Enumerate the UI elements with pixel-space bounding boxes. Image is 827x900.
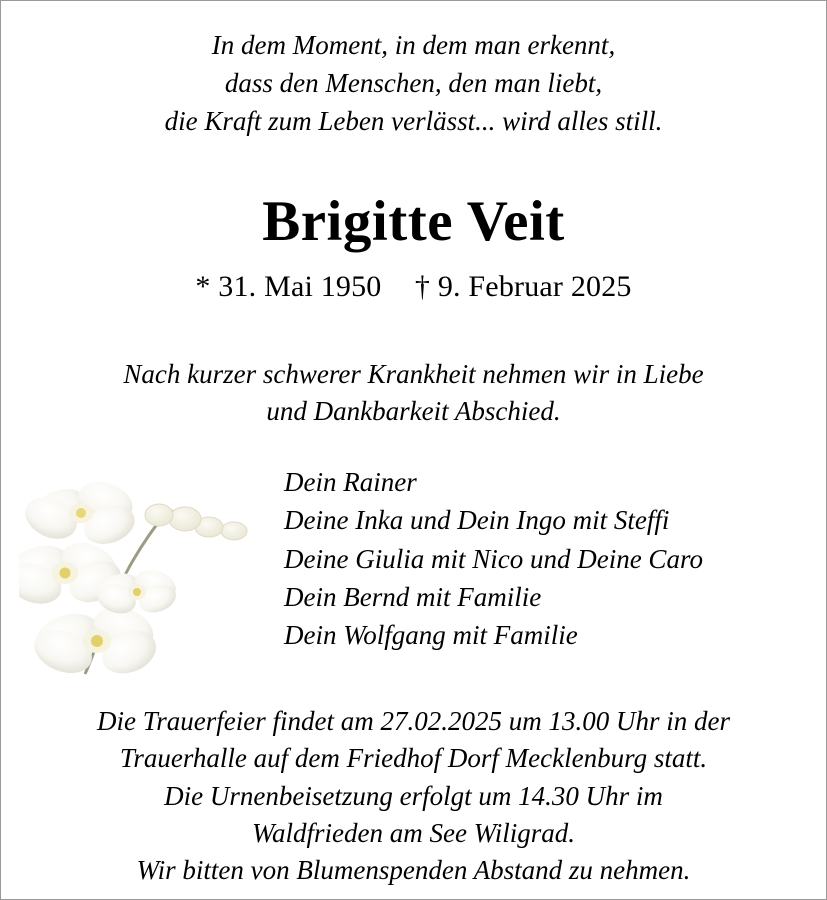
poem-line-2: dass den Menschen, den man liebt,	[224, 67, 603, 98]
list-item: Dein Rainer	[284, 467, 417, 498]
service-details	[1, 703, 826, 889]
list-item: Deine Giulia mit Nico und Deine Caro	[284, 543, 703, 574]
orchid-flower-icon	[19, 469, 259, 694]
intro-line-1: Nach kurzer schwerer Krankheit nehmen wir in Liebe	[123, 359, 704, 390]
deceased-name: Brigitte Veit	[262, 190, 565, 254]
list-item: Dein Bernd mit Familie	[284, 582, 542, 613]
middle-section	[1, 463, 826, 693]
intro-text	[1, 356, 826, 429]
poem-line-1: In dem Moment, in dem man erkennt,	[211, 30, 616, 60]
service-line-1: Die Trauerfeier findet am 27.02.2025 um 13.00 Uhr in der	[97, 706, 730, 737]
poem-line-3: die Kraft zum Leben verlässt... wird alles still.	[164, 105, 663, 136]
intro-line-2: und Dankbarkeit Abschied.	[266, 395, 561, 426]
survivors-list	[284, 463, 703, 655]
service-line-3: Die Urnenbeisetzung erfolgt um 14.30 Uhr im	[164, 780, 663, 811]
list-item: Deine Inka und Dein Ingo mit Steffi	[284, 505, 670, 536]
service-line-4: Waldfrieden am See Wiligrad.	[252, 817, 575, 848]
birth-date: * 31. Mai 1950	[195, 270, 382, 304]
death-date: † 9. Februar 2025	[414, 270, 632, 304]
list-item: Dein Wolfgang mit Familie	[284, 620, 578, 651]
service-line-5: Wir bitten von Blumenspenden Abstand zu nehmen.	[136, 855, 691, 886]
life-dates	[1, 270, 826, 304]
poem-block	[1, 27, 826, 140]
service-line-2: Trauerhalle auf dem Friedhof Dorf Mecklenburg statt.	[119, 743, 708, 774]
